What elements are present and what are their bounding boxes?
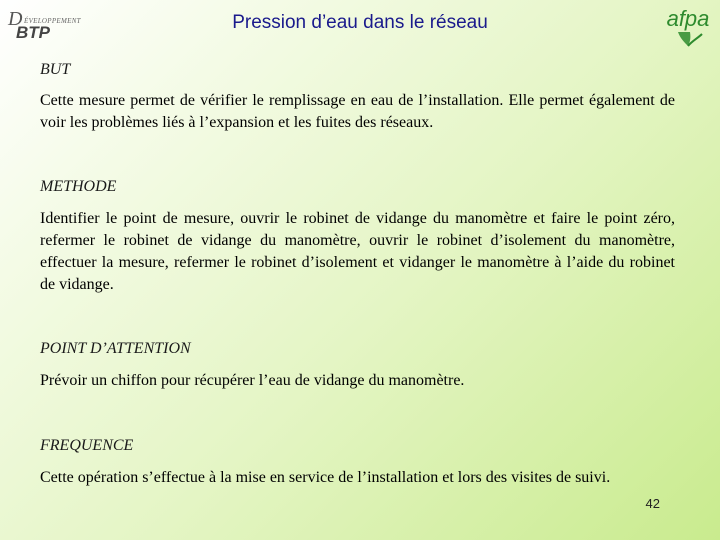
afpa-logo-graphic xyxy=(660,2,716,50)
section-body-point-attention: Prévoir un chiffon pour récupérer l’eau de vidange du manomètre. xyxy=(40,372,465,389)
section-heading-frequence: FREQUENCE xyxy=(40,437,134,454)
slide-title: Pression d’eau dans le réseau xyxy=(232,12,488,33)
logo-letter-d: D xyxy=(8,8,23,30)
afpa-logo-text: afpa xyxy=(666,6,710,31)
afpa-logo xyxy=(660,2,716,50)
section-body-frequence: Cette opération s’effectue à la mise en service de l’installation et lors des visites de suivi. xyxy=(40,469,611,486)
section-heading-methode: METHODE xyxy=(40,178,117,195)
slide-header xyxy=(0,0,720,48)
logo-btp-text: BTP xyxy=(16,23,50,42)
logo-subtext: ÉVELOPPEMENT xyxy=(24,17,81,25)
page-number: 42 xyxy=(645,496,660,511)
section-heading-point-attention: POINT D’ATTENTION xyxy=(40,340,191,357)
section-heading-but: BUT xyxy=(40,61,71,78)
section-body-but: Cette mesure permet de vérifier le remplissage en eau de l’installation. Elle permet également de voir les problèmes liés à l’expansion et les fuites des réseaux. xyxy=(40,92,675,131)
section-body-methode: Identifier le point de mesure, ouvrir le robinet de vidange du manomètre et faire le point zéro, refermer le robinet de vidange du manomètre, ouvrir le robinet d’isolement du manomètre, effectuer la mesure, refermer le robinet d’isolement et vidanger le manomètre à l’aide du robinet de vidange. xyxy=(40,210,675,293)
